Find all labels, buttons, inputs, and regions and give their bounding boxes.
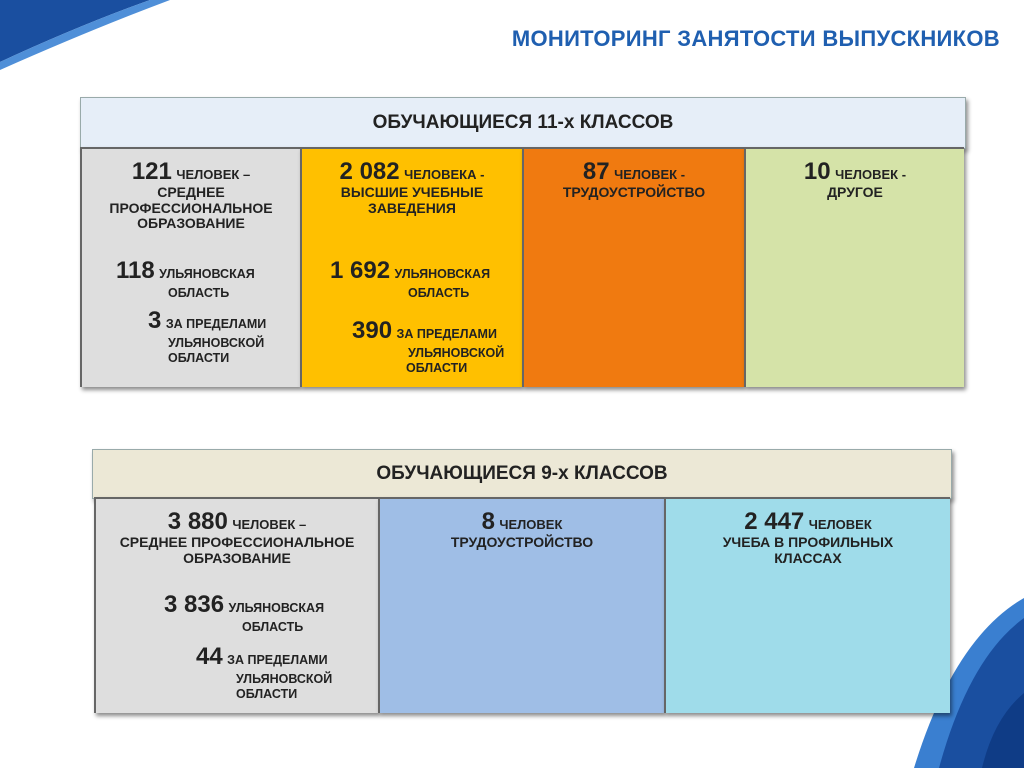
sub-label: ЗА ПРЕДЕЛАМИ <box>396 327 497 341</box>
sub-number: 118 <box>116 257 155 284</box>
grade9-cell-spo <box>94 497 378 713</box>
sub-number: 1 692 <box>330 257 391 284</box>
cell-unit: ЧЕЛОВЕК <box>808 517 872 532</box>
sub-item-region <box>330 257 490 301</box>
sub-item-outside <box>196 643 332 702</box>
cell-number: 2 082 <box>339 158 400 185</box>
sub-label: ОБЛАСТИ <box>406 360 468 375</box>
grade9-cell-profile-classes <box>664 497 950 713</box>
cell-line: ОБРАЗОВАНИЕ <box>137 215 245 232</box>
cell-line: ПРОФЕССИОНАЛЬНОЕ <box>109 199 273 216</box>
sub-number: 3 836 <box>164 591 225 618</box>
sub-label: ОБЛАСТИ <box>168 350 230 365</box>
cell-unit: ЧЕЛОВЕК <box>499 517 563 532</box>
cell-unit: ЧЕЛОВЕКА - <box>404 167 485 182</box>
cell-line: ЗАВЕДЕНИЯ <box>368 199 456 216</box>
sub-item-region <box>116 257 255 301</box>
cell-number: 3 880 <box>167 508 228 535</box>
cell-line: ОБРАЗОВАНИЕ <box>183 549 291 566</box>
cell-number: 10 <box>803 158 831 185</box>
grade11-cell-university <box>300 147 522 387</box>
grade9-header <box>92 449 952 499</box>
sub-label: УЛЬЯНОВСКОЙ <box>168 335 265 350</box>
sub-label: ОБЛАСТИ <box>236 686 298 701</box>
sub-label: ЗА ПРЕДЕЛАМИ <box>227 653 328 667</box>
sub-number: 44 <box>196 643 223 670</box>
sub-number: 390 <box>352 317 393 344</box>
sub-label: ОБЛАСТЬ <box>408 285 470 300</box>
cell-line: ДРУГОЕ <box>827 184 883 201</box>
cell-unit: ЧЕЛОВЕК - <box>835 167 907 182</box>
sub-label: УЛЬЯНОВСКОЙ <box>408 345 505 360</box>
sub-label: ЗА ПРЕДЕЛАМИ <box>165 317 267 331</box>
grade11-cell-employment <box>522 147 744 387</box>
cell-line: ВЫСШИЕ УЧЕБНЫЕ <box>340 184 484 201</box>
sub-label: УЛЬЯНОВСКАЯ <box>394 267 491 281</box>
cell-number: 121 <box>131 158 172 185</box>
page-title: МОНИТОРИНГ ЗАНЯТОСТИ ВЫПУСКНИКОВ <box>511 26 1000 51</box>
sub-label: УЛЬЯНОВСКОЙ <box>236 671 333 686</box>
cell-number: 8 <box>481 508 495 535</box>
sub-item-outside <box>148 307 266 366</box>
grade11-cell-spo <box>80 147 300 387</box>
cell-line: ТРУДОУСТРОЙСТВО <box>450 534 594 551</box>
grade11-header-text: ОБУЧАЮЩИЕСЯ 11-х КЛАССОВ <box>372 112 674 133</box>
grade11-cell-other <box>744 147 964 387</box>
sub-label: УЛЬЯНОВСКАЯ <box>159 267 255 281</box>
cell-unit: ЧЕЛОВЕК - <box>614 167 686 182</box>
cell-line: СРЕДНЕЕ ПРОФЕССИОНАЛЬНОЕ <box>119 534 355 551</box>
cell-number: 87 <box>582 158 610 185</box>
grade9-header-text: ОБУЧАЮЩИЕСЯ 9-х КЛАССОВ <box>376 463 668 484</box>
sub-item-region <box>164 591 324 635</box>
corner-decoration-top-left <box>0 0 170 70</box>
sub-label: ОБЛАСТЬ <box>168 285 230 300</box>
cell-line: КЛАССАХ <box>774 549 842 566</box>
cell-unit: ЧЕЛОВЕК – <box>232 517 307 532</box>
cell-number: 2 447 <box>744 508 805 535</box>
sub-number: 3 <box>148 307 162 334</box>
cell-unit: ЧЕЛОВЕК – <box>176 167 251 182</box>
cell-line: УЧЕБА В ПРОФИЛЬНЫХ <box>722 534 894 551</box>
sub-label: УЛЬЯНОВСКАЯ <box>228 601 325 615</box>
grade11-header <box>80 97 966 149</box>
sub-item-outside <box>352 317 504 376</box>
sub-label: ОБЛАСТЬ <box>242 619 304 634</box>
cell-line: ТРУДОУСТРОЙСТВО <box>562 184 706 201</box>
grade9-cell-employment <box>378 497 664 713</box>
cell-line: СРЕДНЕЕ <box>157 184 225 201</box>
